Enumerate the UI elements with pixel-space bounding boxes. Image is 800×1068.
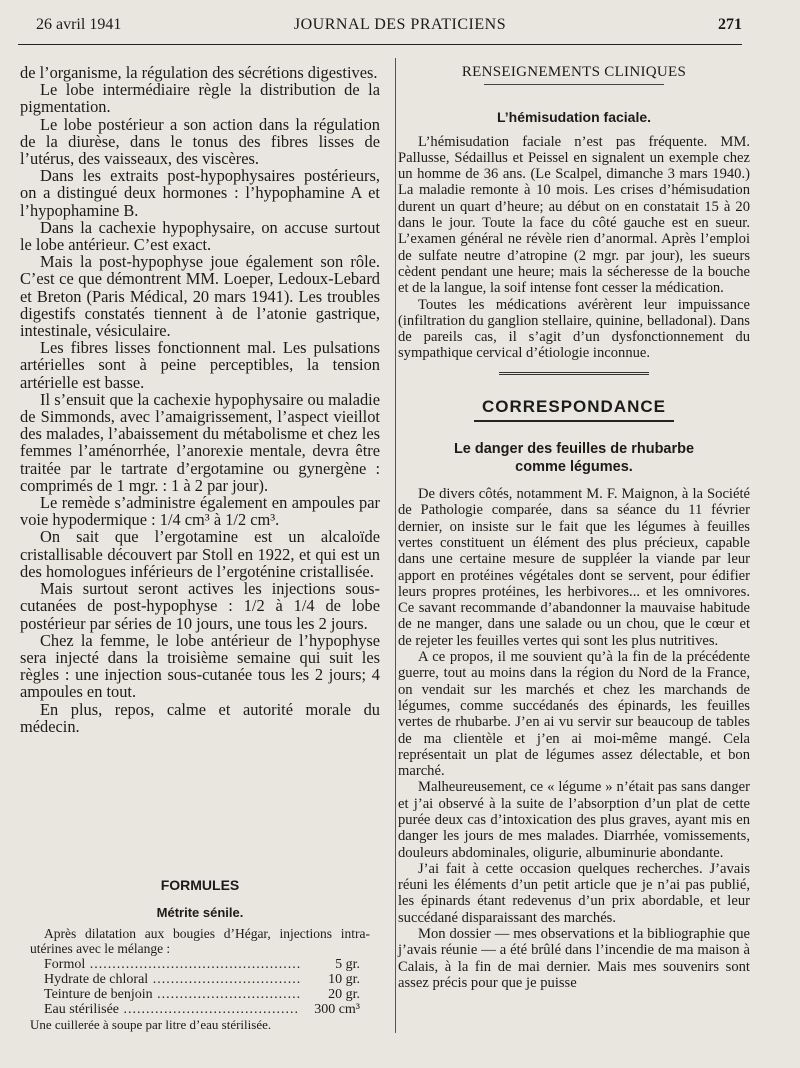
article-title-hemisudation: L’hémisudation faciale. (496, 109, 652, 126)
recipe-row (30, 957, 370, 972)
formules-box (30, 878, 370, 1032)
section-title-correspondance: CORRESPONDANCE (481, 396, 667, 416)
left-paragraph: Le lobe intermédiaire règle la distribution de la pigmentation. (20, 80, 380, 117)
right-paragraph: A ce propos, il me souvient qu’à la fin de la précédente guerre, tout au moins dans la région du Nord de la France, on vendait sur les marchés et chez les marchands de légumes, comme succédanés des épinards, les feuilles vertes de rhubarbe. J’en ai vu servir sur beaucoup de tables de ma clientèle et j’en ai moi-même mangé. Cela représentait un plat de légumes assez délectable, et bon marché. (398, 649, 750, 780)
journal-title: JOURNAL DES PRATICIENS (293, 16, 507, 33)
recipe-row (30, 972, 370, 987)
right-paragraph: Mon dossier — mes observations et la bibliographie que j’avais réunie — a été brûlé dans l’incendie de ma maison à Calais, à la fin de mai dernier. Mais mes souvenirs sont assez précis pour que je puisse (398, 926, 750, 991)
article-title-line: comme légumes. (515, 459, 633, 476)
right-column (398, 64, 750, 991)
left-paragraph: Mais la post-hypophyse joue également son rôle. C’est ce que démontrent MM. Loeper, Ledoux-Lebard et Breton (Paris Médical, 20 mars 1941). Les troubles digestifs constatés tiennent à de l’atonie gastrique, intestinale, vésiculaire. (20, 252, 380, 341)
recipe-list (30, 957, 370, 1017)
page-number: 271 (718, 16, 742, 33)
recipe-row (30, 1002, 370, 1017)
right-paragraph: Malheureusement, ce « légume » n’était pas sans danger et j’ai observé à la suite de l’absorption d’un plat de cette purée deux cas d’intoxication des plus graves, ayant mis en danger les jours de mes malades. Diarrhée, vomissements, douleurs abdominales, oligurie, albuminurie abondante. (398, 779, 750, 861)
right-paragraph: Toutes les médications avérèrent leur impuissance (infiltration du ganglion stellaire, quinine, belladonal). Dans de pareils cas, il s’agit d’un dysfonctionnement du sympathique cervical d’étiologie inconnue. (398, 296, 750, 362)
ingredient-qty: 10 gr. (328, 972, 360, 987)
formules-title: FORMULES (160, 877, 240, 893)
left-column (20, 64, 380, 735)
page-header (0, 0, 800, 48)
left-paragraph: Dans les extraits post-hypophysaires postérieurs, on a distingué deux hormones : l’hypophamine A et l’hypophamine B. (20, 166, 380, 220)
left-paragraph: Le lobe postérieur a son action dans la régulation de la diurèse, dans le tonus des fibres lisses de l’utérus, des vaisseaux, des viscères. (20, 114, 380, 169)
ingredient-name: Formol ..... (30, 957, 300, 972)
left-paragraph: de l’organisme, la régulation des sécrétions digestives. (20, 63, 378, 82)
right-paragraph: J’ai fait à cette occasion quelques recherches. J’avais réuni les éléments d’un petit article que je n’ai pas publié, les épinards étant redevenus d’un prix abordable, et leur succédané disparaissant des marchés. (398, 860, 750, 926)
header-rule (18, 44, 742, 45)
right-paragraph: De divers côtés, notamment M. F. Maignon, à la Société de Pathologie comparée, dans sa séance du 11 février dernier, on insiste sur le fait que les légumes à feuilles vertes constituent un élément des plus précieux, capable dans une certaine mesure de suppléer la viande par leur apport en protéines végétales dont se servent, pour édifier leurs propres protéines, les herbivores... et les omnivores. Ce savant recommande d’abandonner la mauvaise habitude de ne manger, dans une salade ou un chou, que le cœur et de rejeter les feuilles vertes qui sont les plus nutritives. (398, 486, 750, 649)
recipe-row (30, 987, 370, 1002)
left-paragraph: Le remède s’administre également en ampoules par voie hypodermique : 1/4 cm³ à 1/2 cm³. (20, 493, 380, 530)
left-paragraph: Il s’ensuit que la cachexie hypophysaire ou maladie de Simmonds, avec l’amaigrissement, l’aspect vieillot des malades, l’abaissement du métabolisme et chez les femmes l’aménorrhée, l’anorexie mentale, devra être traitée par le tartrate d’ergotamine ou gynergène : comprimés de 1 mgr. : 1 à 2 par jour). (20, 389, 380, 495)
article-title-line: Le danger des feuilles de rhubarbe (453, 441, 695, 458)
ingredient-qty: 20 gr. (328, 987, 360, 1002)
left-paragraph: En plus, repos, calme et autorité morale du médecin. (20, 699, 380, 736)
left-paragraph: Mais surtout seront actives les injections sous-cutanées de post-hypophyse : 1/2 à 1/4 de lobe postérieur par séries de 10 jours, une tous les 2 jours. (20, 579, 380, 633)
section-rule (474, 420, 674, 422)
left-paragraph: On sait que l’ergotamine est un alcaloïde cristallisable découvert par Stoll en 1922, et qui est un des homologues inférieurs de l’ergoténine cristallisée. (20, 527, 380, 581)
ingredient-name: Hydrate de chloral ..... (30, 972, 300, 987)
formules-outro: Une cuillerée à soupe par litre d’eau stérilisée. (30, 1017, 272, 1032)
formules-intro: Après dilatation aux bougies d’Hégar, injections intra-utérines avec le mélange : (30, 926, 370, 956)
ingredient-name: Eau stérilisée ..... (30, 1002, 300, 1017)
left-paragraph: Chez la femme, le lobe antérieur de l’hypophyse sera injecté dans la troisième semaine qui suit les règles : une injection sous-cutanée tous les 2 jours; 4 ampoules en tout. (20, 630, 380, 702)
article-separator (499, 372, 649, 375)
article-title-rhubarbe (398, 440, 750, 476)
issue-date: 26 avril 1941 (36, 16, 122, 33)
left-paragraph: Dans la cachexie hypophysaire, on accuse surtout le lobe antérieur. C’est exact. (20, 217, 380, 255)
section-title-renseignements: RENSEIGNEMENTS CLINIQUES (461, 64, 687, 80)
formules-subtitle: Métrite sénile. (156, 905, 244, 920)
column-divider (395, 58, 396, 1033)
section-rule (484, 84, 664, 85)
ingredient-qty: 5 gr. (335, 957, 360, 972)
left-paragraph: Les fibres lisses fonctionnent mal. Les pulsations artérielles sont à peine perceptibles, la tension artérielle est basse. (20, 338, 380, 392)
right-paragraph: L’hémisudation faciale n’est pas fréquente. MM. Pallusse, Sédaillus et Peissel en signalent un exemple chez un homme de 36 ans. (Le Scalpel, dimanche 3 mars 1940.) La maladie remonte à 10 mois. Les crises d’hémisudation durent un quart d’heure; au début on en constatait 15 à 20 dans le jour. Toute la face du côté gauche est en sueur. L’examen général ne révèle rien d’anormal. Après l’emploi de sulfate neutre d’atropine (2 mgr. par jour), les sueurs cèdent pendant une heure; mais la sécheresse de la bouche et de la langue, la soif intense font cesser la médication. (398, 133, 750, 297)
ingredient-qty: 300 cm³ (314, 1002, 360, 1017)
ingredient-name: Teinture de benjoin ..... (30, 987, 300, 1002)
